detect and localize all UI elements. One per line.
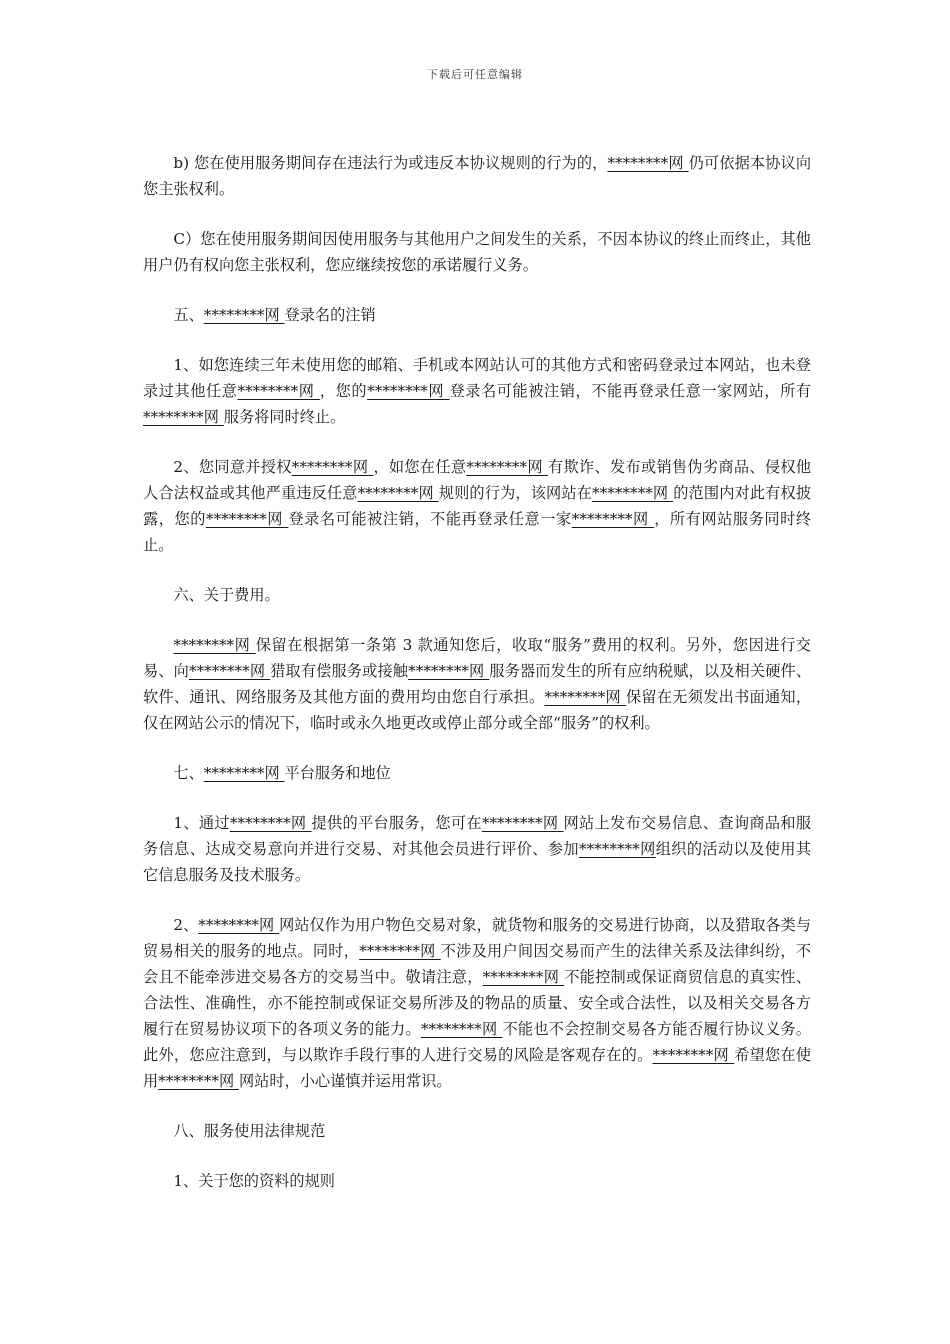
text-segment: 服务器而发生的所有应纳税赋，以及相关硬件、软件、通讯、网络服务及其他方面的费用均由您自行承担。 [143,662,812,706]
text-segment: 仍可依据本协议向您主张权利。 [143,154,812,198]
text-segment: 有欺诈、发布或销售伪劣商品、侵权他人合法权益或其他严重违反任意 [143,458,812,502]
page-header: 下载后可任意编辑 [427,68,523,81]
underlined-placeholder: ********网 [237,382,320,400]
text-segment: 2、 [173,916,199,934]
underlined-placeholder: ********网 [158,1072,239,1090]
underlined-placeholder: ********网 [359,942,441,960]
underlined-placeholder: ********网 [571,510,655,528]
body-paragraph [143,454,811,558]
text-segment: 1、如您连续三年未使用您的邮箱、手机或本网站认可的其他方式和密码登录过本网站，也未登录过其他任意 [143,356,811,400]
text-segment: 网站上发布交易信息、查询商品和服务信息、达成交易意向并进行交易、对其他会员进行评价、参加 [143,814,812,858]
text-segment: ，您的 [319,382,368,400]
text-segment: ，如您在任意 [373,458,467,476]
underlined-placeholder: ********网 [578,840,656,858]
body-paragraph [143,632,811,736]
underlined-placeholder: ********网 [420,1020,503,1038]
underlined-placeholder: ********网 [367,382,450,400]
text-segment: 八、服务使用法律规范 [173,1122,326,1140]
text-segment: 不涉及用户间因交易而产生的法律关系及法律纠纷，不会且不能牵涉进交易各方的交易当中。敬请注意， [143,942,812,986]
text-segment: 提供的平台服务，您可在 [311,814,482,832]
underlined-placeholder: ********网 [229,814,312,832]
section-heading [143,760,811,786]
text-segment: 登录名可能被注销，不能再登录任意一家 [288,510,572,528]
section-heading [143,582,811,608]
underlined-placeholder: ********网 [205,510,289,528]
underlined-placeholder: ********网 [652,1046,735,1064]
section-heading [143,302,811,328]
underlined-placeholder: ********网 [188,662,271,680]
text-segment: 七、 [173,764,204,782]
text-segment: 组织的活动以及使用其它信息服务及技术服务。 [143,840,812,884]
text-segment: 的范围内对此有权披露，您的 [143,484,812,528]
text-segment: 服务将同时终止。 [223,408,346,426]
text-segment: 规则的行为，该网站在 [438,484,593,502]
section-heading [143,1168,811,1194]
underlined-placeholder: ********网 [291,458,374,476]
underlined-placeholder: ********网 [203,306,285,324]
text-segment: b) 您在使用服务期间存在违法行为或违反本协议规则的行为的， [173,154,608,172]
text-segment: 1、关于您的资料的规则 [173,1172,335,1190]
text-segment: 不能控制或保证商贸信息的真实性、合法性、准确性，亦不能控制或保证交易所涉及的物品的质量、安全或合法性，以及相关交易各方履行在贸易协议项下的各项义务的能力。 [143,968,812,1038]
underlined-placeholder: ********网 [607,154,689,172]
text-segment: 六、关于费用。 [173,586,280,604]
text-segment: 网站时，小心谨慎并运用常识。 [238,1072,452,1090]
underlined-placeholder: ********网 [592,484,674,502]
body-paragraph [143,226,811,278]
underlined-placeholder: ********网 [544,688,626,706]
body-paragraph [143,912,811,1094]
underlined-placeholder: ********网 [482,968,565,986]
text-segment: 1、通过 [173,814,230,832]
underlined-placeholder: ********网 [203,764,285,782]
underlined-placeholder: ********网 [173,636,256,654]
document-body [143,150,811,1218]
text-segment: C）您在使用服务期间因使用服务与其他用户之间发生的关系，不因本协议的终止而终止，其他用户仍有权向您主张权利，您应继续按您的承诺履行义务。 [143,230,811,274]
body-paragraph [143,810,811,888]
text-segment: 猎取有偿服务或接触 [270,662,409,680]
text-segment: 网站仅作为用户物色交易对象，就货物和服务的交易进行协商，以及猎取各类与贸易相关的服务的地点。同时， [143,916,812,960]
text-segment: 不能也不会控制交易各方能否履行协议义务。此外，您应注意到，与以欺诈手段行事的人进行交易的风险是客观存在的。 [143,1020,812,1064]
text-segment: 2、您同意并授权 [173,458,292,476]
text-segment: 保留在无须发出书面通知，仅在网站公示的情况下，临时或永久地更改或停止部分或全部“服务”的权利。 [143,688,812,732]
text-segment: ，所有网站服务同时终止。 [143,510,812,554]
text-segment: 五、 [173,306,204,324]
underlined-placeholder: ********网 [408,662,490,680]
underlined-placeholder: ********网 [466,458,549,476]
section-heading [143,1118,811,1144]
underlined-placeholder: ********网 [198,916,280,934]
text-segment: 希望您在使用 [143,1046,812,1090]
underlined-placeholder: ********网 [357,484,439,502]
body-paragraph [143,352,811,430]
text-segment: 保留在根据第一条第 3 款通知您后，收取“服务”费用的权利。另外，您因进行交易、向 [143,636,811,680]
text-segment: 登录名的注销 [284,306,376,324]
text-segment: 登录名可能被注销，不能再登录任意一家网站，所有 [449,382,812,400]
text-segment: 平台服务和地位 [284,764,391,782]
underlined-placeholder: ********网 [143,408,224,426]
underlined-placeholder: ********网 [481,814,564,832]
body-paragraph [143,150,811,202]
